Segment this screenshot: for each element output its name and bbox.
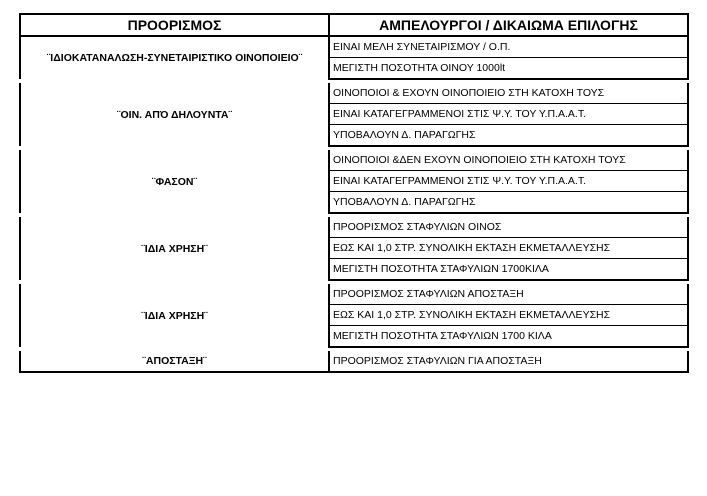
header-row (20, 14, 688, 36)
table-row (20, 217, 688, 238)
header-growers: ΑΜΠΕΛΟΥΡΓΟΙ / ΔΙΚΑΙΩΜΑ ΕΠΙΛΟΓΗΣ (329, 14, 688, 36)
table-row (20, 36, 688, 58)
header-destination: ΠΡΟΟΡΙΣΜΟΣ (20, 14, 329, 36)
requirement-cell: ΜΕΓΙΣΤΗ ΠΟΣΟΤΗΤΑ ΣΤΑΦΥΛΙΩΝ 1700 ΚΙΛΑ (329, 326, 688, 348)
destination-cell: ¨ΦΑΣΟΝ¨ (20, 150, 329, 213)
requirement-cell: ΜΕΓΙΣΤΗ ΠΟΣΟΤΗΤΑ ΣΤΑΦΥΛΙΩΝ 1700ΚΙΛΑ (329, 259, 688, 281)
requirement-cell: ΕΙΝΑΙ ΚΑΤΑΓΕΓΡΑΜΜΕΝΟΙ ΣΤΙΣ Ψ.Υ. ΤΟΥ Υ.Π.Α.Α.Τ. (329, 171, 688, 192)
table-row (20, 351, 688, 372)
requirement-cell: ΟΙΝΟΠΟΙΟΙ &ΔΕΝ ΕΧΟΥΝ ΟΙΝΟΠΟΙΕΙΟ ΣΤΗ ΚΑΤΟΧΗ ΤΟΥΣ (329, 150, 688, 171)
requirement-cell: ΕΩΣ ΚΑΙ 1,0 ΣΤΡ. ΣΥΝΟΛΙΚΗ ΕΚΤΑΣΗ ΕΚΜΕΤΑΛΛΕΥΣΗΣ (329, 238, 688, 259)
requirement-cell: ΠΡΟΟΡΙΣΜΟΣ ΣΤΑΦΥΛΙΩΝ ΟΙΝΟΣ (329, 217, 688, 238)
destination-table (19, 13, 689, 373)
requirement-cell: ΠΡΟΟΡΙΣΜΟΣ ΣΤΑΦΥΛΙΩΝ ΑΠΟΣΤΑΞΗ (329, 284, 688, 305)
table-body (20, 36, 688, 372)
table-row (20, 150, 688, 171)
destination-cell: ¨ΙΔΙΟΚΑΤΑΝΑΛΩΣΗ-ΣΥΝΕΤΑΙΡΙΣΤΙΚΟ ΟΙΝΟΠΟΙΕΙΟ¨ (20, 36, 329, 79)
destination-cell: ¨ΟΙΝ. ΑΠΌ ΔΗΛΟΥΝΤΑ¨ (20, 83, 329, 146)
requirement-cell: ΕΙΝΑΙ ΚΑΤΑΓΕΓΡΑΜΜΕΝΟΙ ΣΤΙΣ Ψ.Υ. ΤΟΥ Υ.Π.Α.Α.Τ. (329, 104, 688, 125)
destination-cell: ¨ΙΔΙΑ ΧΡΗΣΗ¨ (20, 217, 329, 280)
table-row (20, 284, 688, 305)
requirement-cell: ΠΡΟΟΡΙΣΜΟΣ ΣΤΑΦΥΛΙΩΝ ΓΙΑ ΑΠΟΣΤΑΞΗ (329, 351, 688, 372)
destination-cell: ¨ΙΔΙΑ ΧΡΗΣΗ¨ (20, 284, 329, 347)
requirement-cell: ΥΠΟΒΑΛΟΥΝ Δ. ΠΑΡΑΓΩΓΗΣ (329, 192, 688, 214)
destination-cell: ¨ΑΠΟΣΤΑΞΗ¨ (20, 351, 329, 372)
requirement-cell: ΜΕΓΙΣΤΗ ΠΟΣΟΤΗΤΑ ΟΙΝΟΥ 1000lt (329, 58, 688, 80)
requirement-cell: ΕΙΝΑΙ ΜΕΛΗ ΣΥΝΕΤΑΙΡΙΣΜΟΥ / Ο.Π. (329, 36, 688, 58)
requirement-cell: ΥΠΟΒΑΛΟΥΝ Δ. ΠΑΡΑΓΩΓΗΣ (329, 125, 688, 147)
requirement-cell: ΟΙΝΟΠΟΙΟΙ & ΕΧΟΥΝ ΟΙΝΟΠΟΙΕΙΟ ΣΤΗ ΚΑΤΟΧΗ ΤΟΥΣ (329, 83, 688, 104)
table-row (20, 83, 688, 104)
requirement-cell: ΕΩΣ ΚΑΙ 1,0 ΣΤΡ. ΣΥΝΟΛΙΚΗ ΕΚΤΑΣΗ ΕΚΜΕΤΑΛΛΕΥΣΗΣ (329, 305, 688, 326)
